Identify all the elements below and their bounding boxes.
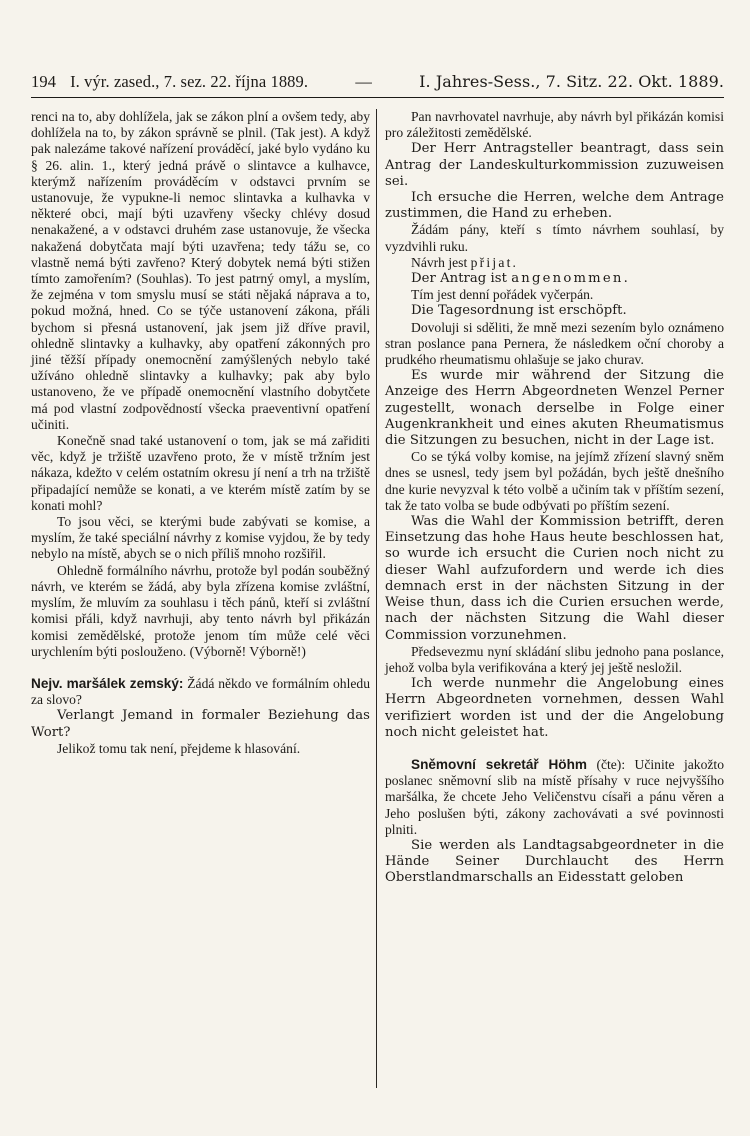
paragraph-german: Die Tagesordnung ist erschöpft. bbox=[411, 303, 627, 319]
header-dash: — bbox=[355, 72, 372, 91]
speaker-name: Nejv. maršálek zemský: bbox=[31, 675, 184, 691]
paragraph-result-german: Der Antrag ist angenommen. bbox=[411, 271, 628, 287]
spaced-emphasis: angenommen bbox=[511, 271, 624, 287]
spaced-emphasis: přijat bbox=[470, 254, 513, 270]
spacer bbox=[385, 741, 724, 757]
paragraph: Konečně snad také ustanovení o tom, jak se má zařiditi věc, když je tržiště uzavřeno proto, že v místě tržním jest nákaza, kdežto v celém ostatním okresu jí není a trh na tržiště připadající nemůže se konati, a ve kterém místě zatím by se konati mohl? bbox=[31, 433, 370, 513]
paragraph: Co se týká volby komise, na jejímž zřízení slavný sněm dnes se usnesl, tedy jsem byl požádán, bych ještě dnešního dne kurie nevyzval k této volbě a učiním tak v příštím sezení, tak že tato volba se bude odbývati po příštím sezení. bbox=[385, 449, 724, 513]
left-column bbox=[31, 109, 376, 1088]
right-column bbox=[376, 109, 724, 1088]
paragraph: Dovoluji si sděliti, že mně mezi sezením bylo oznámeno stran poslance pana Pernera, že následkem oční choroby a prudkého rheumatismu ohlašuje se jako churav. bbox=[385, 319, 724, 368]
paragraph-german: Was die Wahl der Kommission betrifft, deren Einsetzung das hohe Haus heute beschlossen hat, so wurde ich ersucht die Curien noch nicht zu dieser Wahl aufzufordern und werde ich dies demnach erst in der nächsten Sitzung in der Weise thun, dass ich die Curien ersuchen werde, nach der nächsten Sitzung die Wahl dieser Commission vorzunehmen. bbox=[385, 514, 724, 643]
text-columns bbox=[31, 109, 724, 1088]
speaker-name: Sněmovní sekretář Höhm bbox=[411, 756, 587, 772]
paragraph: renci na to, aby dohlížela, jak se zákon plní a ovšem tedy, aby dohlížela na to, by zákon správně se plnil. (Tak jest). A když pak nalezáme takové nařízení prováděcí, jaké bylo vydáno ku § 26. alin. 1., který jedná právě o slintavce a kulhavce, kterýmž nařízením prováděcím v odstavci prvním se ustanovuje, že vypukne-li nemoc slintavka a kulhavka v některé obci, mají býti uzavřeny všecky chlévy dosud nenakažené, a v odstavci druhém zase ustanovuje, že všecka nakažená dobytčata mají býti uzavřena; tedy tážu se, co vlastně nemá býti zavřeno? Který dobytek nemá býti stižen tímto zamořením? (Souhlas). To jest patrný omyl, a myslím, že zejména v tom smyslu musí se státi nějaká náprava a to, pokud možná, hned. Co se týče ustanovení zákona, přáli bychom si přesná ustanovení, jak jsem již dříve pravil, ohledně slintavky a kulhavky, aby opatření zákonných pro jiné těžší případy onemocnění zamýšlených nebylo také užíváno ohledně slintavky a kulhavky; pak aby bylo ustanoveno, že ve případě onemocnění vlastního dobytčete má pod vlastní zodpovědností všecka praeventivní opatření učiniti. bbox=[31, 109, 370, 432]
paragraph-german: Verlangt Jemand in formaler Beziehung das Wort? bbox=[31, 708, 370, 740]
paragraph: To jsou věci, se kterými bude zabývati se komise, a myslím, že také speciální návrhy z komise vyjdou, že by tedy nebylo na místě, abych se o nich příliš mnoho rozšiřil. bbox=[31, 514, 370, 562]
speaker-paragraph bbox=[385, 757, 724, 838]
paragraph-german: Es wurde mir während der Sitzung die Anzeige des Herrn Abgeordneten Wenzel Perner zugestellt, wonach derselbe in Folge einer Augenkrankheit und eines akuten Rheumatismus die Sitzungen zu besuchen, nicht in der Lage ist. bbox=[385, 368, 724, 449]
paragraph: Ohledně formálního návrhu, protože byl podán souběžný návrh, ve kterém se žádá, aby byla zřízena komise zvláštní, myslím, že mluvím za souhlasu i těch pánů, kteří si zvláštní komisi přáli, když navrhuji, aby tento návrh byl přikázán komisi zemědělské, protože jenom tím může celé věci urychlením býti poslouženo. (Výborně! Výborně!) bbox=[31, 562, 370, 659]
paragraph: Předsevezmu nyní skládání slibu jednoho pana poslance, jehož volba byla verifikována a který jej ještě nesložil. bbox=[385, 643, 724, 675]
paragraph: Pan navrhovatel navrhuje, aby návrh byl přikázán komisi pro záležitosti zemědělské. bbox=[385, 109, 724, 141]
page-number: 194 bbox=[31, 72, 57, 91]
header-rule bbox=[31, 97, 724, 98]
page-header bbox=[31, 70, 724, 94]
speech-text: Žádá někdo ve formálním ohledu za slovo? bbox=[31, 675, 370, 708]
paragraph: Tím jest denní pořádek vyčerpán. bbox=[411, 287, 594, 303]
paragraph: Žádám pány, kteří s tímto návrhem souhlasí, by vyzdvihli ruku. bbox=[385, 222, 724, 254]
spacer bbox=[31, 660, 370, 676]
header-german-title: I. Jahres-Sess., 7. Sitz. 22. Okt. 1889. bbox=[419, 72, 724, 91]
paragraph-german: Sie werden als Landtagsabgeordneter in die Hände Seiner Durchlaucht des Herrn Oberstlandmarschalls an Eidesstatt geloben bbox=[385, 837, 724, 886]
paragraph-result: Návrh jest přijat. bbox=[411, 254, 516, 270]
speech-text: (čte): Učinite jakožto poslanec sněmovní slib na místě přísahy v ruce nejvyššího maršálka, že chcete Jeho Veličenstvu císaři a pánu věren a Jeho poslušen býti, zákony zachovávati a své povinnosti plniti. bbox=[385, 756, 724, 837]
speaker-paragraph bbox=[31, 676, 370, 708]
header-left bbox=[31, 70, 308, 94]
paragraph: Jelikož tomu tak není, přejdeme k hlasování. bbox=[57, 740, 301, 756]
header-czech-title: I. výr. zased., 7. sez. 22. října 1889. bbox=[70, 72, 309, 91]
paragraph-german: Ich ersuche die Herren, welche dem Antrage zustimmen, die Hand zu erheben. bbox=[385, 190, 724, 222]
paragraph-german: Ich werde nunmehr die Angelobung eines Herrn Abgeordneten vornehmen, dessen Wahl verifiziert worden ist und der die Angelobung noch nicht geleistet hat. bbox=[385, 676, 724, 740]
paragraph-german: Der Herr Antragsteller beantragt, dass sein Antrag der Landeskulturkommission zuzuweisen sei. bbox=[385, 141, 724, 189]
